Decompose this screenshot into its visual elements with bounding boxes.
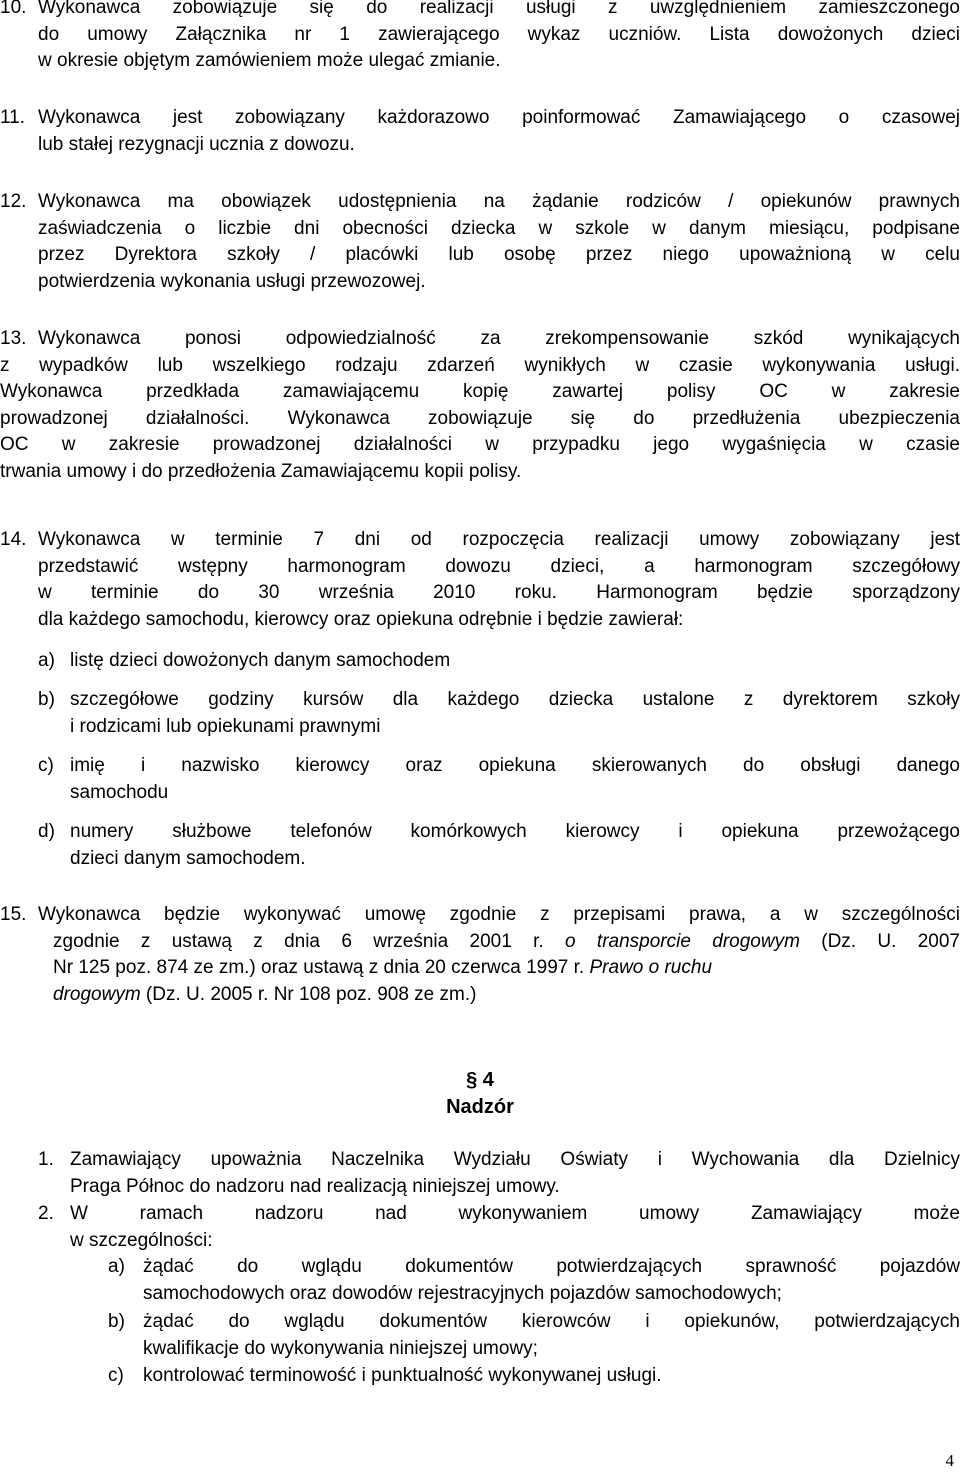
section-symbol: § xyxy=(466,1069,478,1091)
list-label: c) xyxy=(108,1365,124,1386)
list-label: d) xyxy=(38,821,55,842)
paragraph-number: 12. xyxy=(0,191,27,212)
list-label: c) xyxy=(38,755,54,776)
list-label: a) xyxy=(38,650,55,671)
section-title: Nadzór xyxy=(446,1096,514,1118)
list-text: kontrolować terminowość i punktualność wykonywanej usługi. xyxy=(143,1365,662,1386)
paragraph-text: Wykonawca w terminie 7 dni od rozpoczęcia realizacji umowy zobowiązany jest przedstawić wstępny harmonogram dowozu dzieci, a harmonogram szczegółowy w terminie do 30 września 2010 roku. Harmonogram będzie sporządzony dla każdego samochodu, kierowcy oraz opiekuna odrębnie i będzie zawierał: xyxy=(38,529,960,630)
list-text: żądać do wglądu dokumentów potwierdzających sprawność pojazdów samochodowych oraz dowodów rejestracyjnych pojazdów samochodowych; xyxy=(143,1256,960,1304)
paragraph-text-continued: zgodnie z ustawą z dnia 6 września 2001 r. o transporcie drogowym (Dz. U. 2007 Nr 125 poz. 874 ze zm.) oraz ustawą z dnia 20 czerwca 1997 r. Prawo o ruchu drogowym (Dz. U. 2005 r. Nr 108 poz. 908 ze zm.) xyxy=(53,930,960,1005)
list-text: szczegółowe godziny kursów dla każdego dziecka ustalone z dyrektorem szkoły i rodzicami lub opiekunami prawnymi xyxy=(70,689,960,737)
paragraph-text: Wykonawca ma obowiązek udostępnienia na żądanie rodziców / opiekunów prawnych zaświadczenia o liczbie dni obecności dziecka w szkole w danym miesiącu, podpisane przez Dyrektora szkoły / placówki lub osobę przez niego upoważnioną w celu potwierdzenia wykonania usługi przewozowej. xyxy=(38,191,960,292)
paragraph-text: Wykonawca będzie wykonywać umowę zgodnie z przepisami prawa, a w szczególności xyxy=(38,904,960,925)
page-number: 4 xyxy=(945,1451,954,1470)
paragraph-number: 14. xyxy=(0,529,27,550)
list-label: b) xyxy=(108,1311,125,1332)
item-text: W ramach nadzoru nad wykonywaniem umowy Zamawiający może w szczególności: xyxy=(70,1203,960,1251)
section-heading xyxy=(0,1067,960,1094)
paragraph-number: 13. xyxy=(0,328,27,349)
list-text: numery służbowe telefonów komórkowych kierowcy i opiekuna przewożącego dzieci danym samochodem. xyxy=(70,821,960,869)
paragraph-text: Wykonawca ponosi odpowiedzialność za zrekompensowanie szkód wynikających z wypadków lub wszelkiego rodzaju zdarzeń wynikłych w czasie wykonywania usługi. Wykonawca przedkłada zamawiającemu kopię zawartej polisy OC w zakresie prowadzonej działalności. Wykonawca zobowiązuje się do przedłużenia ubezpieczenia OC w zakresie prowadzonej działalności w przypadku jego wygaśnięcia w czasie trwania umowy i do przedłożenia Zamawiającemu kopii polisy. xyxy=(0,328,960,482)
list-text: żądać do wglądu dokumentów kierowców i opiekunów, potwierdzających kwalifikacje do wykonywania niniejszej umowy; xyxy=(143,1311,960,1359)
list-label: b) xyxy=(38,689,55,710)
item-number: 1. xyxy=(38,1149,54,1170)
section-number: 4 xyxy=(482,1069,494,1091)
item-number: 2. xyxy=(38,1203,54,1224)
item-text: Zamawiający upoważnia Naczelnika Wydziału Oświaty i Wychowania dla Dzielnicy Praga Północ do nadzoru nad realizacją niniejszej umowy. xyxy=(70,1149,960,1197)
list-text: imię i nazwisko kierowcy oraz opiekuna skierowanych do obsługi danego samochodu xyxy=(70,755,960,803)
paragraph-number: 10. xyxy=(0,0,27,18)
paragraph-text: Wykonawca zobowiązuje się do realizacji usługi z uwzględnieniem zamieszczonego do umowy Załącznika nr 1 zawierającego wykaz uczniów. Lista dowożonych dzieci w okresie objętym zamówieniem może ulegać zmianie. xyxy=(38,0,960,71)
list-text: listę dzieci dowożonych danym samochodem xyxy=(70,650,451,671)
paragraph-number: 15. xyxy=(0,904,27,925)
paragraph-text: Wykonawca jest zobowiązany każdorazowo poinformować Zamawiającego o czasowej lub stałej rezygnacji ucznia z dowozu. xyxy=(38,107,960,155)
list-label: a) xyxy=(108,1256,125,1277)
paragraph-number: 11. xyxy=(0,107,26,128)
